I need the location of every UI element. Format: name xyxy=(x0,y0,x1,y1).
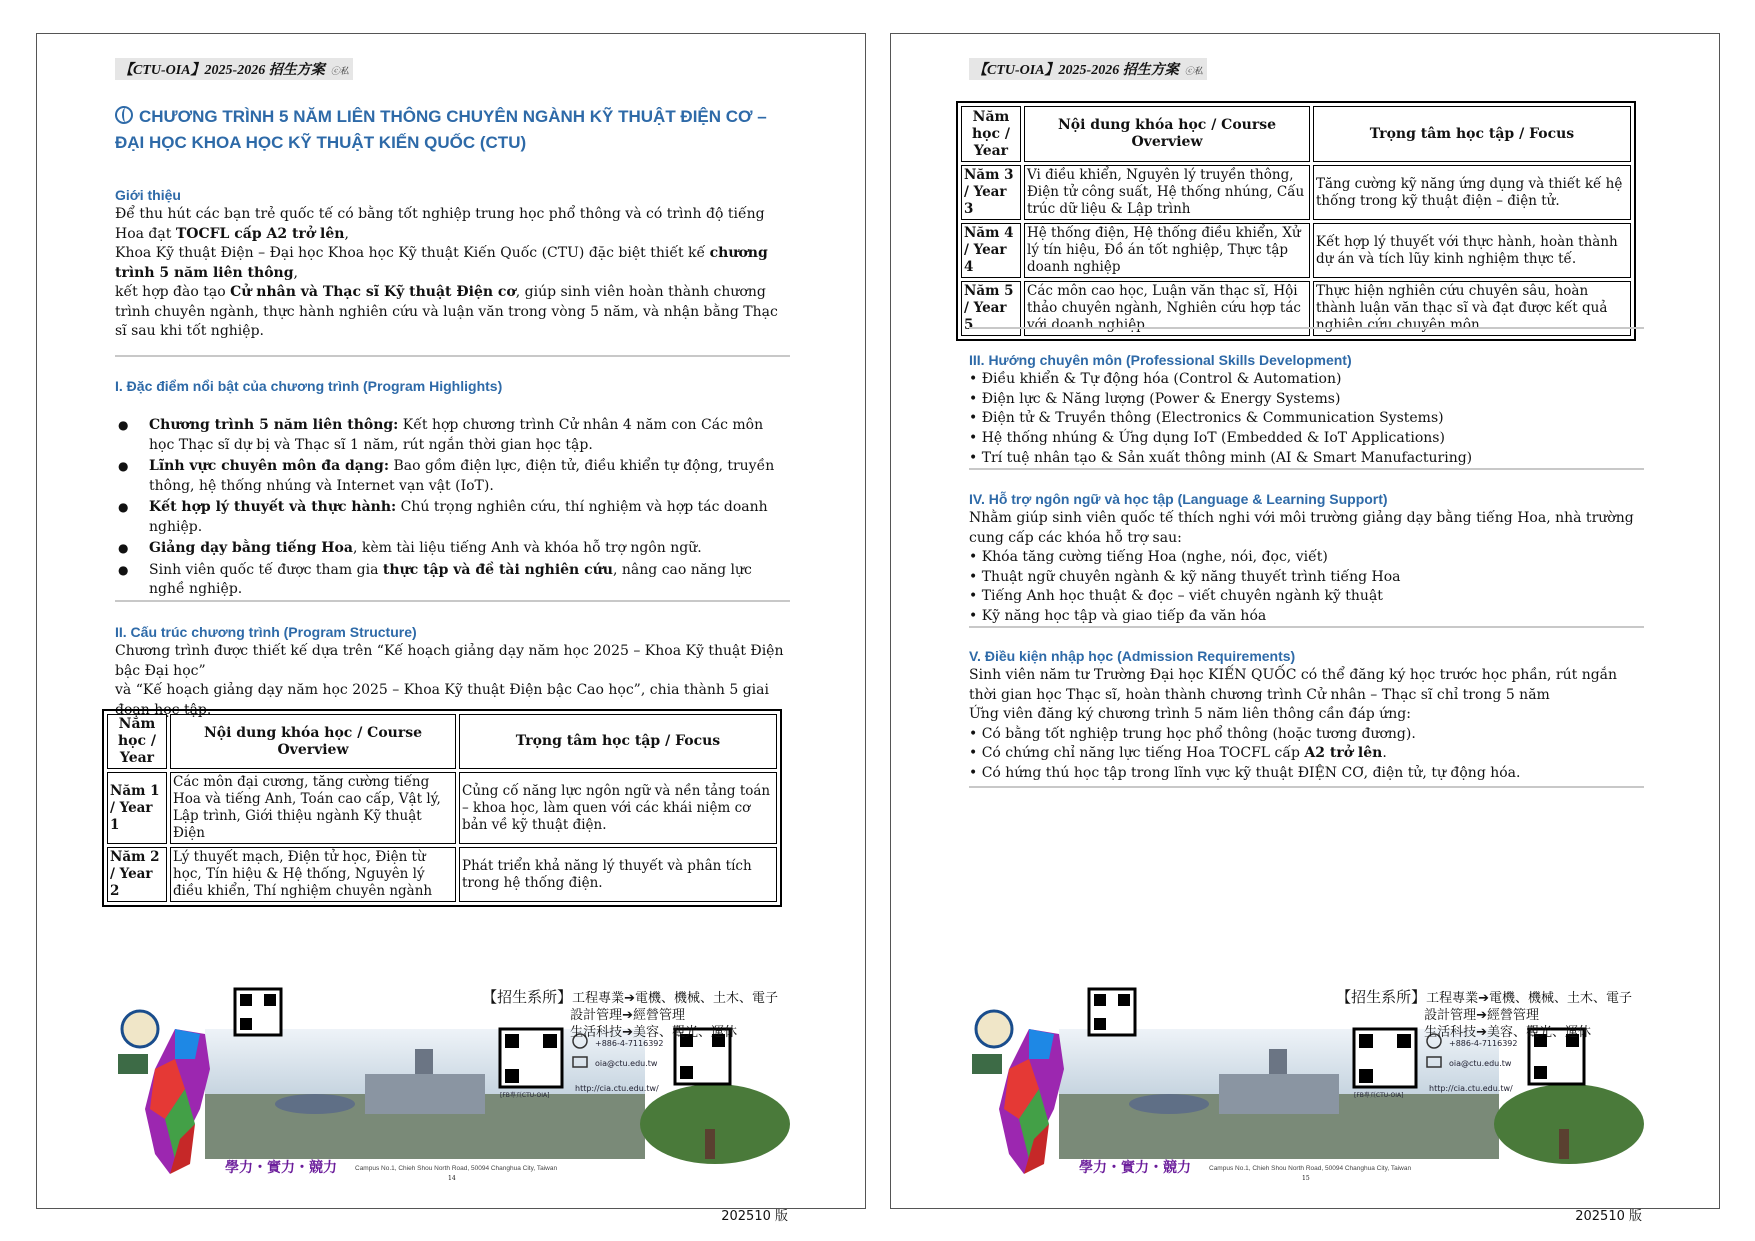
seal-icon: ⓒ私 xyxy=(1184,66,1203,76)
support-list xyxy=(969,548,1644,627)
admission-text-1: Sinh viên năm tư Trường Đại học KIẾN QUỐC có thể đăng ký học trước học phần, rút ngắn thời gian học Thạc sĩ, hoàn thành chương trình Cử nhân – Thạc sĩ chỉ trong 5 năm xyxy=(969,667,1618,703)
campus-address: Campus No.1, Chieh Shou North Road, 50094 Changhua City, Taiwan xyxy=(1209,1165,1412,1172)
table-cell: Năm 5 / Year 5 xyxy=(961,281,1021,336)
header-tag: 【CTU-OIA】2025-2026 招生方案 ⓒ私 xyxy=(115,58,353,80)
structure-heading: II. Cấu trúc chương trình (Program Structure) xyxy=(115,624,417,640)
dept-line: 設計管理➔經營管理 xyxy=(1424,1008,1539,1023)
table-cell: Năm 3 / Year 3 xyxy=(961,165,1021,220)
department-list xyxy=(482,989,778,1041)
dept-line: 生活科技➔美容、觀光、運休 xyxy=(570,1025,737,1040)
table-cell: Hệ thống điện, Hệ thống điều khiển, Xử lý tín hiệu, Đồ án tốt nghiệp, Thực tập doanh nghiệp xyxy=(1024,223,1310,278)
list-item: ● Lĩnh vực chuyên môn đa dạng: Bao gồm điện lực, điện tử, điều khiển tự động, truyền thông, hệ thống nhúng và Internet vạn vật (IoT). xyxy=(115,457,790,496)
campus-address: Campus No.1, Chieh Shou North Road, 50094 Changhua City, Taiwan xyxy=(355,1165,558,1172)
list-item: • Tiếng Anh học thuật & đọc – viết chuyên ngành kỹ thuật xyxy=(969,588,1383,605)
support-intro: Nhằm giúp sinh viên quốc tế thích nghi với môi trường giảng dạy bằng tiếng Hoa, nhà trường cung cấp các khóa hỗ trợ sau: xyxy=(969,510,1634,546)
qr-caption: [FB專頁CTU-OIA] xyxy=(1354,1092,1404,1099)
list-item: • Có chứng chỉ năng lực tiếng Hoa TOCFL cấp A2 trở lên. xyxy=(969,745,1387,762)
table-header: Nội dung khóa học / Course Overview xyxy=(170,714,456,769)
table-cell: Năm 1 / Year 1 xyxy=(107,772,167,844)
divider xyxy=(969,786,1644,788)
intro-section xyxy=(115,185,790,342)
table-header: Trọng tâm học tập / Focus xyxy=(459,714,777,769)
table-cell: Củng cố năng lực ngôn ngữ và nền tảng toán – khoa học, làm quen với các khái niệm cơ bản về kỹ thuật điện. xyxy=(459,772,777,844)
list-item: ● Kết hợp lý thuyết và thực hành: Chú trọng nghiên cứu, thí nghiệm và hợp tác doanh nghiệp. xyxy=(115,498,790,537)
highlights-section xyxy=(115,376,790,602)
list-item: • Khóa tăng cường tiếng Hoa (nghe, nói, đọc, viết) xyxy=(969,549,1328,565)
admission-text-2: Ứng viên đăng ký chương trình 5 năm liên thông cần đáp ứng: xyxy=(969,706,1411,722)
admission-heading: V. Điều kiện nhập học (Admission Requirements) xyxy=(969,648,1296,664)
course-table-2 xyxy=(956,101,1631,341)
list-item: ● Giảng dạy bằng tiếng Hoa, kèm tài liệu tiếng Anh và khóa hỗ trợ ngôn ngữ. xyxy=(115,539,790,559)
table-header-row xyxy=(107,714,777,769)
dept-line: 生活科技➔美容、觀光、運休 xyxy=(1424,1025,1591,1040)
list-item: • Thuật ngữ chuyên ngành & kỹ năng thuyết trình tiếng Hoa xyxy=(969,568,1401,585)
table-header-row xyxy=(961,106,1631,162)
divider xyxy=(969,327,1644,329)
table-cell: Tăng cường kỹ năng ứng dụng và thiết kế hệ thống trong kỹ thuật điện – điện tử. xyxy=(1313,165,1631,220)
list-item: • Có bằng tốt nghiệp trung học phổ thông (hoặc tương đương). xyxy=(969,725,1416,742)
support-heading: IV. Hỗ trợ ngôn ngữ và học tập (Language & Learning Support) xyxy=(969,491,1388,507)
table-cell: Thực hiện nghiên cứu chuyên sâu, hoàn thành luận văn thạc sĩ và đạt được kết quả nghiên cứu chuyên môn. xyxy=(1313,281,1631,336)
version-label: 202510 版 xyxy=(721,1209,788,1224)
dept-line: 設計管理➔經營管理 xyxy=(570,1008,685,1023)
page-number: 14 xyxy=(448,1175,456,1182)
intro-paragraph-2: Khoa Kỹ thuật Điện – Đại học Khoa học Kỹ thuật Kiến Quốc (CTU) đặc biệt thiết kế chương trình 5 năm liên thông, xyxy=(115,245,768,281)
list-item: • Điện lực & Năng lượng (Power & Energy Systems) xyxy=(969,390,1341,407)
table-cell: Năm 4 / Year 4 xyxy=(961,223,1021,278)
dept-line: 工程專業➔電機、機械、土木、電子 xyxy=(1426,991,1632,1006)
intro-paragraph-1: Để thu hút các bạn trẻ quốc tế có bằng tốt nghiệp trung học phổ thông và có trình độ tiếng Hoa đạt TOCFL cấp A2 trở lên, xyxy=(115,206,765,242)
skills-section xyxy=(969,350,1644,469)
campus-banner-image xyxy=(969,989,1644,1149)
email-link[interactable]: oia@ctu.edu.tw xyxy=(1449,1059,1512,1068)
table-header: Năm học / Year xyxy=(107,714,167,769)
structure-text-2: và “Kế hoạch giảng dạy năm học 2025 – Khoa Kỹ thuật Điện bậc Cao học”, chia thành 5 giai đoạn học tập. xyxy=(115,682,769,718)
page-number: 15 xyxy=(1302,1175,1310,1182)
divider xyxy=(969,626,1644,628)
footer-banner xyxy=(115,988,790,1224)
table-cell: Phát triển khả năng lý thuyết và phân tích trong hệ thống điện. xyxy=(459,847,777,902)
highlights-list xyxy=(115,416,790,600)
divider xyxy=(969,468,1644,470)
course-table xyxy=(102,709,782,907)
version-label: 202510 版 xyxy=(1575,1209,1642,1224)
dept-label: 【招生系所】 xyxy=(1336,988,1427,1006)
structure-text-1: Chương trình được thiết kế dựa trên “Kế hoạch giảng dạy năm học 2025 – Khoa Kỹ thuật Điện bậc Đại học” xyxy=(115,643,784,679)
footer-banner xyxy=(969,988,1644,1224)
support-section xyxy=(969,489,1644,627)
table-cell: Kết hợp lý thuyết với thực hành, hoàn thành dự án và tích lũy kinh nghiệm thực tế. xyxy=(1313,223,1631,278)
campus-banner-image xyxy=(115,989,790,1149)
website-link[interactable]: http://cia.ctu.edu.tw/ xyxy=(575,1084,659,1093)
dept-label: 【招生系所】 xyxy=(482,988,573,1006)
table-cell: Lý thuyết mạch, Điện tử học, Điện từ học, Tín hiệu & Hệ thống, Nguyên lý điều khiển, Thí nghiệm chuyên ngành xyxy=(170,847,456,902)
list-item: • Kỹ năng học tập và giao tiếp đa văn hóa xyxy=(969,608,1267,625)
phone-number: +886-4-7116392 xyxy=(1449,1039,1518,1048)
table-header: Nội dung khóa học / Course Overview xyxy=(1024,106,1310,162)
header-tag: 【CTU-OIA】2025-2026 招生方案 ⓒ私 xyxy=(969,58,1207,80)
list-item: • Hệ thống nhúng & Ứng dụng IoT (Embedded & IoT Applications) xyxy=(969,430,1445,447)
table-row xyxy=(107,847,777,902)
table-header: Năm học / Year xyxy=(961,106,1021,162)
table-header: Trọng tâm học tập / Focus xyxy=(1313,106,1631,162)
divider xyxy=(115,355,790,357)
title-block xyxy=(115,104,790,156)
divider xyxy=(115,600,790,602)
list-item: • Có hứng thú học tập trong lĩnh vực kỹ thuật ĐIỆN CƠ, điện tử, tự động hóa. xyxy=(969,764,1521,781)
list-item: • Điện tử & Truyền thông (Electronics & Communication Systems) xyxy=(969,410,1444,427)
course-table xyxy=(956,101,1636,341)
intro-paragraph-3: kết hợp đào tạo Cử nhân và Thạc sĩ Kỹ thuật Điện cơ, giúp sinh viên hoàn thành chương trình chuyên ngành, thực hành nghiên cứu và luận văn trong vòng 5 năm, và nhận bằng Thạc sĩ sau khi tốt nghiệp. xyxy=(115,284,778,339)
admission-list xyxy=(969,725,1644,784)
table-row xyxy=(961,165,1631,220)
website-link[interactable]: http://cia.ctu.edu.tw/ xyxy=(1429,1084,1513,1093)
page-right xyxy=(890,33,1720,1224)
qr-caption: [FB專頁CTU-OIA] xyxy=(500,1092,550,1099)
list-item: • Điều khiển & Tự động hóa (Control & Automation) xyxy=(969,371,1342,387)
globe-icon xyxy=(115,106,133,124)
skills-heading: III. Hướng chuyên môn (Professional Skills Development) xyxy=(969,352,1352,368)
seal-icon: ⓒ私 xyxy=(330,66,349,76)
email-link[interactable]: oia@ctu.edu.tw xyxy=(595,1059,658,1068)
school-slogan: 學力・實力・競力 xyxy=(225,1160,337,1176)
highlights-heading: I. Đặc điểm nổi bật của chương trình (Program Highlights) xyxy=(115,378,503,394)
list-item: • Trí tuệ nhân tạo & Sản xuất thông minh (AI & Smart Manufacturing) xyxy=(969,449,1473,466)
table-cell: Vi điều khiển, Nguyên lý truyền thông, Điện tử công suất, Hệ thống nhúng, Cấu trúc dữ liệu & Lập trình xyxy=(1024,165,1310,220)
table-cell: Các môn đại cương, tăng cường tiếng Hoa và tiếng Anh, Toán cao cấp, Vật lý, Lập trình, Giới thiệu ngành Kỹ thuật Điện xyxy=(170,772,456,844)
page-left xyxy=(36,33,866,1224)
dept-line: 工程專業➔電機、機械、土木、電子 xyxy=(572,991,778,1006)
table-cell: Các môn cao học, Luận văn thạc sĩ, Hội thảo chuyên ngành, Nghiên cứu hợp tác với doanh nghiệp xyxy=(1024,281,1310,336)
structure-section xyxy=(115,622,790,720)
table-row xyxy=(107,772,777,844)
table-cell: Năm 2 / Year 2 xyxy=(107,847,167,902)
admission-section xyxy=(969,646,1644,784)
table-row xyxy=(961,223,1631,278)
department-list xyxy=(1336,989,1632,1041)
list-item: ● Sinh viên quốc tế được tham gia thực tập và đề tài nghiên cứu, nâng cao năng lực nghề nghiệp. xyxy=(115,561,790,600)
skills-list xyxy=(969,370,1644,469)
list-item: ● Chương trình 5 năm liên thông: Kết hợp chương trình Cử nhân 4 năm con Các môn học Thạc sĩ dự bị và Thạc sĩ 1 năm, rút ngắn thời gian học tập. xyxy=(115,416,790,455)
phone-number: +886-4-7116392 xyxy=(595,1039,664,1048)
page-title: CHƯƠNG TRÌNH 5 NĂM LIÊN THÔNG CHUYÊN NGÀNH KỸ THUẬT ĐIỆN CƠ – ĐẠI HỌC KHOA HỌC KỸ THUẬT KIẾN QUỐC (CTU) xyxy=(115,107,767,152)
course-table-1 xyxy=(102,709,777,907)
intro-heading: Giới thiệu xyxy=(115,187,181,203)
school-slogan: 學力・實力・競力 xyxy=(1079,1160,1191,1176)
